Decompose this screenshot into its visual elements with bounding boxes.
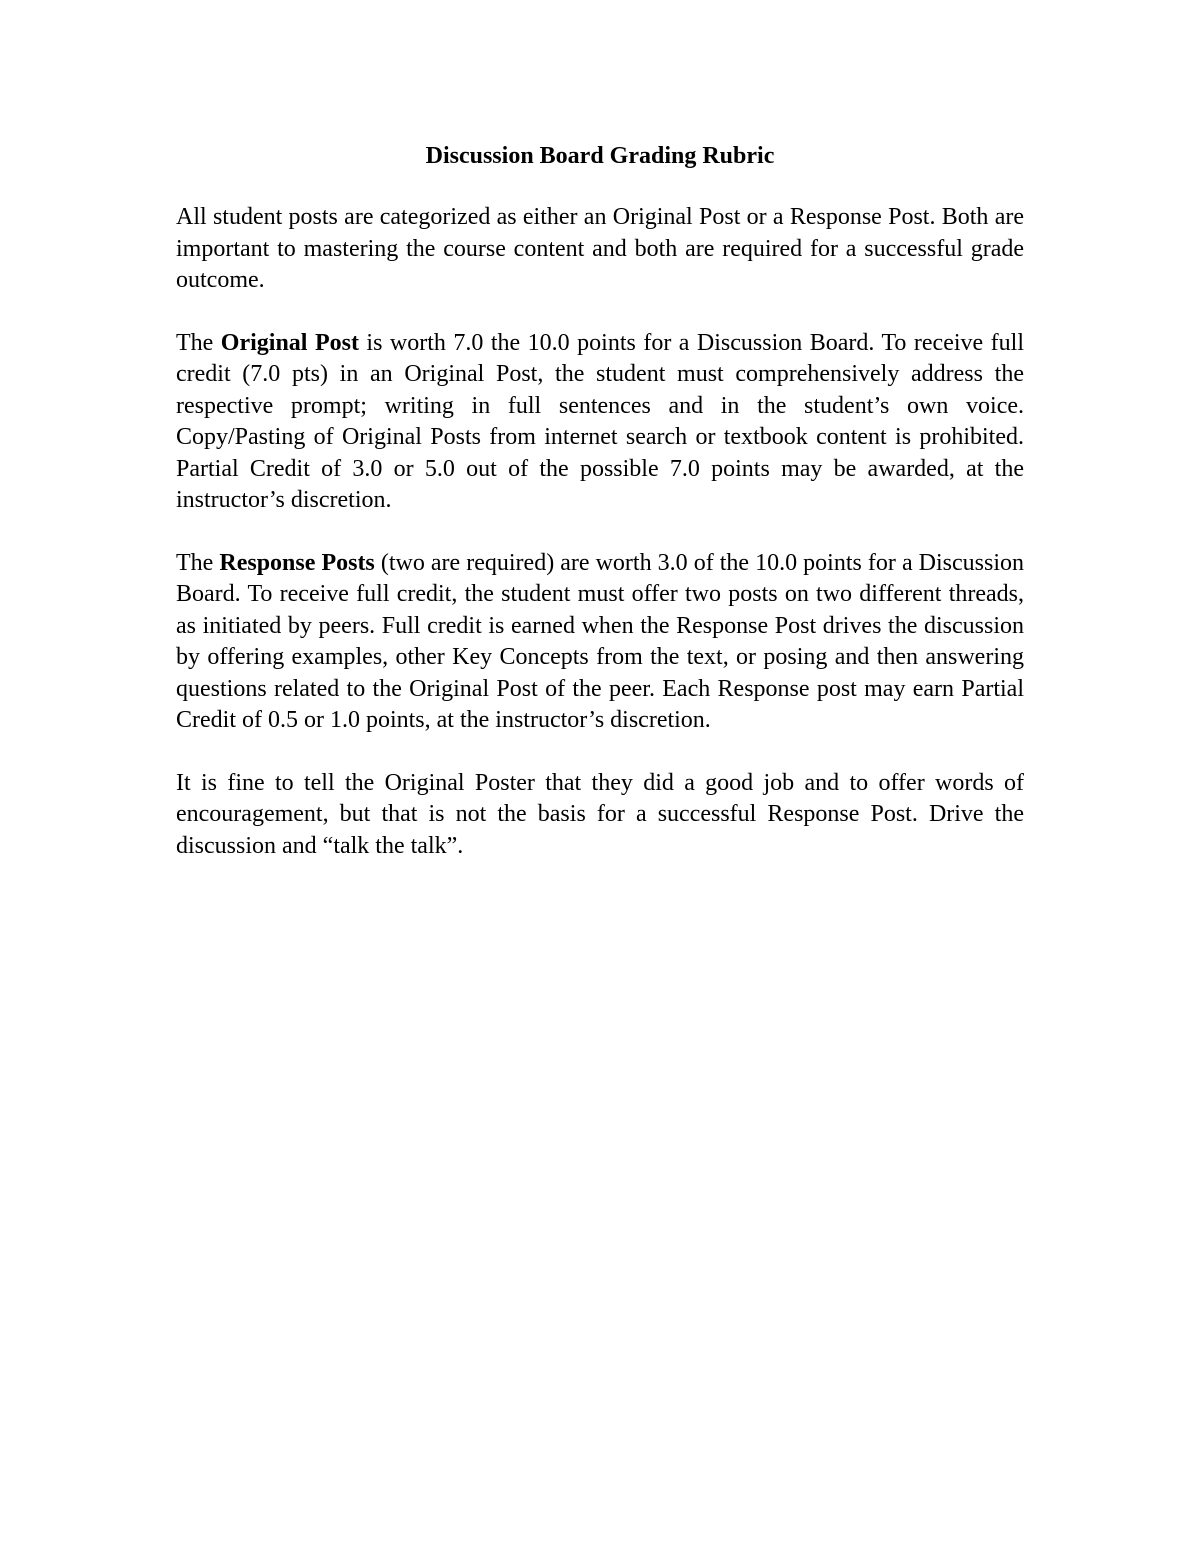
original-post-body: is worth 7.0 the 10.0 points for a Discussion Board. To receive full credit (7.0 pts) in an Original Post, the student must comprehensively address the respective prompt; writing in full sentences and in the student’s own voice. Copy/Pasting of Original Posts from internet search or textbook content is prohibited. Partial Credit of 3.0 or 5.0 out of the possible 7.0 points may be awarded, at the instructor’s discretion. (176, 329, 1024, 513)
intro-paragraph: All student posts are categorized as either an Original Post or a Response Post. Both are important to mastering the course content and both are required for a successful grade outcome. (176, 204, 1024, 293)
closing-paragraph: It is fine to tell the Original Poster that they did a good job and to offer words of encouragement, but that is not the basis for a successful Response Post. Drive the discussion and “talk the talk”. (176, 769, 1024, 859)
response-posts-lead: The (176, 549, 220, 576)
original-post-term: Original Post (220, 329, 359, 356)
original-post-paragraph (176, 328, 1024, 517)
document-page (176, 140, 1024, 893)
response-posts-paragraph (176, 548, 1024, 737)
original-post-lead: The (176, 329, 221, 356)
document-title: Discussion Board Grading Rubric (425, 143, 775, 169)
response-posts-term: Response Posts (219, 549, 375, 576)
response-posts-body: (two are required) are worth 3.0 of the 10.0 points for a Discussion Board. To receive full credit, the student must offer two posts on two different threads, as initiated by peers. Full credit is earned when the Response Post drives the discussion by offering examples, other Key Concepts from the text, or posing and then answering questions related to the Original Post of the peer. Each Response post may earn Partial Credit of 0.5 or 1.0 points, at the instructor’s discretion. (176, 549, 1025, 733)
